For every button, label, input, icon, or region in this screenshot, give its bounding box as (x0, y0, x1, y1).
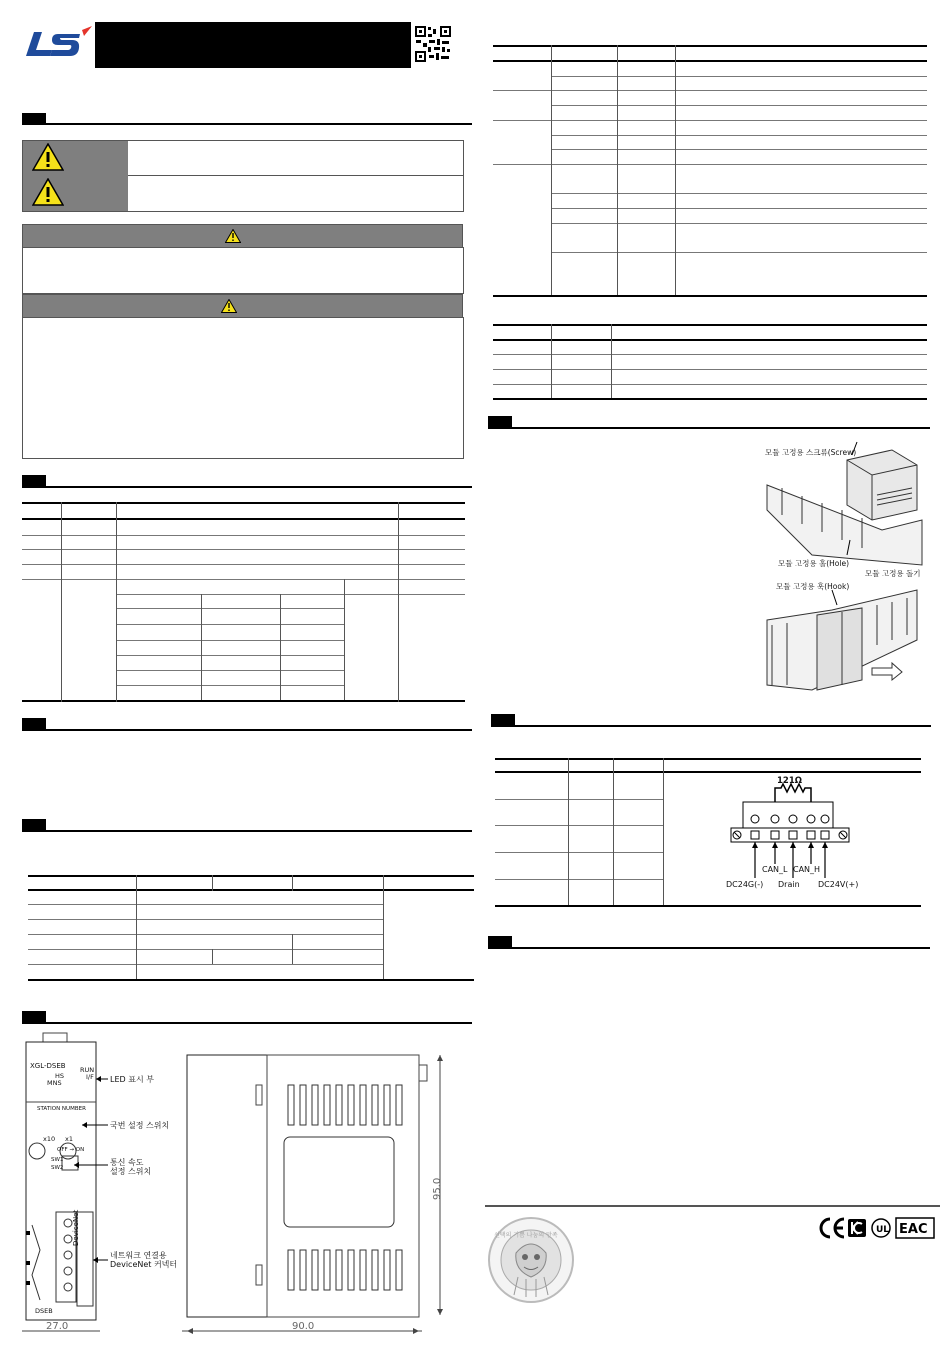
qr-code-icon[interactable] (414, 25, 452, 63)
dc24g-label: DC24G(-) (726, 880, 764, 889)
callout-station: 국번 설정 스위치 (110, 1121, 170, 1130)
svg-text:EAC: EAC (899, 1222, 928, 1237)
led-hs-label: HS (55, 1072, 65, 1080)
x1-label: x1 (65, 1135, 73, 1143)
stamp-text: 선택의 기쁨 나눔의 만족 (494, 1232, 558, 1239)
footer-divider (485, 1205, 940, 1207)
section-tab-2 (22, 475, 46, 486)
svg-text:UL: UL (876, 1225, 890, 1235)
callout-speed-1: 통신 속도 (110, 1158, 144, 1167)
section-tab-r1 (488, 416, 512, 427)
bottom-model-label: DSEB (35, 1307, 53, 1315)
label-screw: 모듈 고정용 스크류(Screw) (765, 448, 857, 457)
can-h-label: CAN_H (793, 865, 821, 874)
led-io-label: I/F (86, 1073, 94, 1081)
callout-net-1: 네트워크 연결용 (110, 1251, 167, 1260)
section-line-r3 (488, 947, 930, 949)
speed-table (493, 324, 927, 400)
station-number-label: STATION NUMBER (37, 1106, 86, 1112)
section-line-5 (22, 1022, 472, 1024)
drain-label: Drain (778, 880, 800, 889)
warning-legend-box (22, 140, 464, 212)
small-caution-icon (221, 298, 237, 317)
caution-triangle-icon (32, 178, 64, 210)
caution-header-bar (22, 294, 463, 318)
label-hook: 모듈 고정용 훅(Hook) (776, 582, 850, 591)
dc24v-label: DC24V(+) (818, 880, 859, 889)
callout-led: LED 표시 부 (110, 1075, 154, 1084)
title-banner (95, 22, 411, 68)
sw1-label: SW1 (51, 1157, 64, 1163)
sw2-label: SW2 (51, 1165, 64, 1171)
section-line-3 (22, 729, 472, 731)
dimension-width-side: 90.0 (292, 1321, 315, 1332)
section-tab-r3 (488, 936, 512, 947)
connector-wiring-drawing (725, 780, 855, 890)
ls-logo (22, 26, 94, 66)
can-l-label: CAN_L (762, 865, 788, 874)
warning-header-bar (22, 224, 463, 248)
led-run-label: RUN (80, 1066, 95, 1074)
env-table (28, 875, 474, 981)
label-hole: 모듈 고정용 홀(Hole) (778, 559, 850, 568)
section-tab-r2 (491, 714, 515, 725)
small-warning-icon (225, 228, 241, 247)
devicenet-vertical-label: DeviceNet (72, 1209, 80, 1246)
section-tab-5 (22, 1011, 46, 1022)
warning-text-box (22, 247, 464, 294)
section-line-r1 (488, 427, 930, 429)
certification-marks-icon (818, 1215, 936, 1241)
led-mns-label: MNS (47, 1079, 62, 1087)
led-table (493, 45, 927, 297)
dimension-height: 95.0 (432, 1177, 443, 1200)
warning-triangle-icon (32, 143, 64, 175)
module-model-label: XGL-DSEB (30, 1062, 66, 1070)
cert-marks-text (0, 0, 1, 1)
section-line-1 (22, 123, 472, 125)
mascot-stamp (486, 1215, 576, 1305)
section-tab-3 (22, 718, 46, 729)
sw-off-on-label: OFF → ON (57, 1147, 85, 1153)
spec-table (22, 502, 465, 702)
x10-label: x10 (43, 1135, 56, 1143)
label-hook-push: 모듈 고정용 돌기 (865, 569, 921, 578)
section-line-4 (22, 830, 472, 832)
section-line-r2 (491, 725, 931, 727)
resistor-label: 121Ω (777, 776, 802, 786)
section-line-2 (22, 486, 472, 488)
caution-text-box (22, 317, 464, 459)
callout-net-2: DeviceNet 커넥터 (110, 1260, 178, 1269)
section-tab-4 (22, 819, 46, 830)
dimension-width-front: 27.0 (46, 1321, 69, 1332)
callout-speed-2: 설정 스위치 (110, 1167, 152, 1176)
